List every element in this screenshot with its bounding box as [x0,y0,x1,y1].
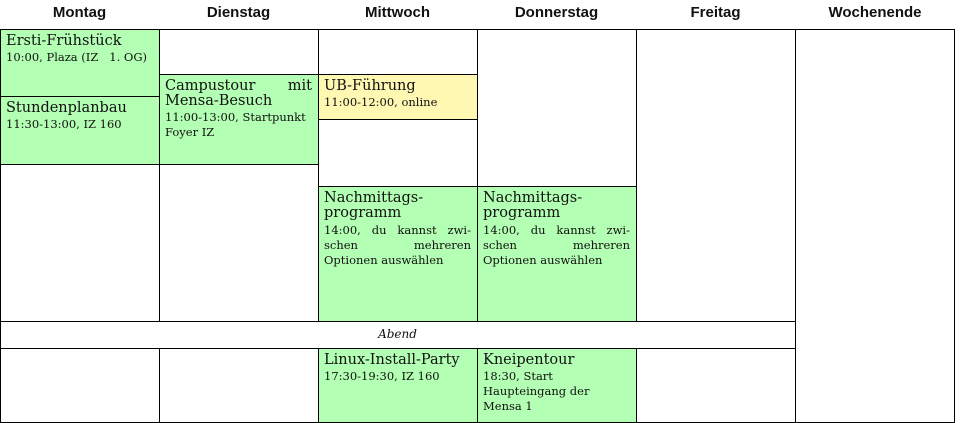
header-dienstag: Dienstag [206,4,271,21]
event-nachmittagsprogramm-donnerstag [477,186,636,321]
header-mittwoch: Mittwoch [365,4,430,21]
event-linux-install-party [318,348,477,423]
header-freitag: Freitag [690,4,741,21]
evening-label: Abend [378,327,417,341]
event-title: Stundenplanbau [6,100,127,116]
grid-line [477,29,478,321]
grid-line [0,29,1,423]
event-stundenplanbau [0,96,159,164]
grid-line [159,29,160,321]
header-wochenende: Wochenende [828,4,922,21]
event-detail: 18:30, Start Haupteingang der Mensa 1 [483,369,590,413]
event-nachmittagsprogramm-mittwoch [318,186,477,321]
event-title: Linux-Install-Party [324,352,460,368]
event-title: Ersti-Frühstück [6,33,122,49]
header-montag: Montag [52,4,107,21]
event-detail: 10:00, Plaza (IZ 1. OG) [6,50,148,64]
event-detail: 11:00-12:00, online [324,95,438,109]
event-detail: 11:30-13:00, IZ 160 [6,117,122,131]
event-detail: 14:00, du kannst zwi-schen mehreren Optionen auswählen [324,223,471,267]
grid-line [0,164,318,165]
grid-line [954,29,955,423]
event-ersti-fruehstueck [0,29,159,96]
event-title: UB-Führung [324,78,416,94]
grid-line [795,29,796,423]
grid-line [159,74,477,75]
grid-line [636,29,637,321]
event-detail: 11:00-13:00, Startpunkt Foyer IZ [165,110,306,139]
event-campustour [159,74,318,164]
grid-line [0,348,795,349]
event-title: Nachmittags-programm [483,190,583,221]
grid-line [318,348,319,423]
event-title: Nachmittags-programm [324,190,424,221]
event-detail: 17:30-19:30, IZ 160 [324,369,440,383]
grid-line [318,186,636,187]
header-donnerstag: Donnerstag [514,4,599,21]
event-detail: 14:00, du kannst zwi-schen mehreren Optionen auswählen [483,223,630,267]
grid-line [636,348,637,423]
grid-line [318,29,319,321]
grid-line [318,119,477,120]
grid-line [159,348,160,423]
event-title: Campustour mit Mensa-Besuch [165,78,312,109]
event-ub-fuehrung [318,74,477,119]
grid-line [0,321,795,322]
grid-line [477,348,478,423]
event-kneipentour [477,348,636,423]
event-title: Kneipentour [483,352,575,368]
grid-line [0,96,159,97]
